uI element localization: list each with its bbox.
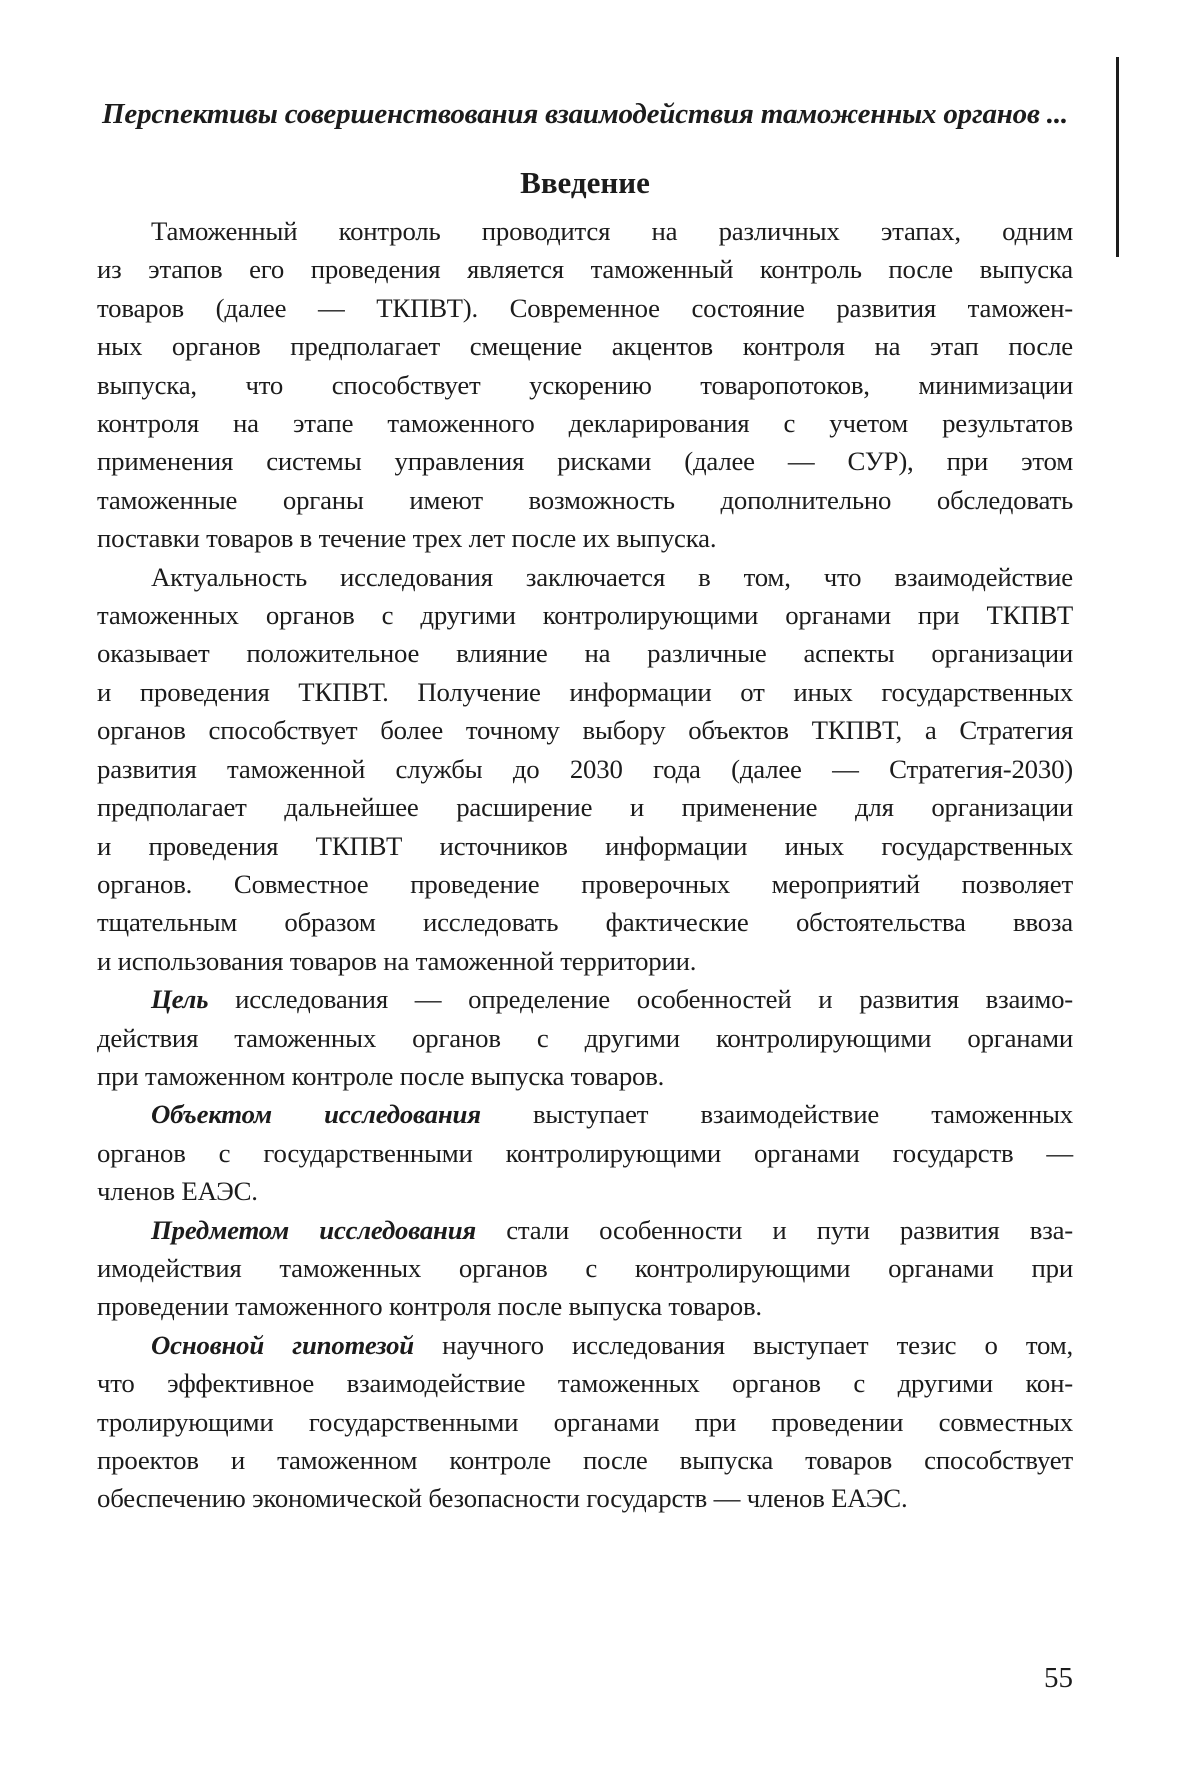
text-segment: научного исследования выступает тезис о том, [414, 1329, 1073, 1360]
text-segment: товаров (далее — ТКПВТ). Современное состояние развития таможен- [97, 292, 1073, 323]
text-segment: контроля на этапе таможенного декларирования с учетом результатов [97, 408, 1073, 439]
paragraph [97, 1095, 1073, 1210]
text-segment: таможенных органов с другими контролирующими органами при ТКПВТ [97, 600, 1073, 631]
text-line [97, 673, 1073, 711]
text-line [97, 788, 1073, 826]
text-segment: действия таможенных органов с другими контролирующими органами [97, 1022, 1073, 1053]
text-segment: обеспечению экономической безопасности государств — членов ЕАЭС. [97, 1483, 908, 1514]
text-segment: и использования товаров на таможенной территории. [97, 945, 697, 976]
section-title: Введение [520, 165, 650, 200]
page-number: 55 [1044, 1662, 1073, 1694]
text-segment: Актуальность исследования заключается в том, что взаимодействие [151, 561, 1073, 592]
text-line [97, 481, 1073, 519]
text-segment: применения системы управления рисками (далее — СУР), при этом [97, 446, 1073, 477]
text-line [97, 1287, 1073, 1325]
text-line [97, 558, 1073, 596]
text-segment: оказывает положительное влияние на различные аспекты организации [97, 638, 1073, 669]
text-line [97, 980, 1073, 1018]
text-line [97, 1364, 1073, 1402]
bold-italic-lead: Основной гипотезой [151, 1329, 414, 1360]
body-text [97, 212, 1073, 1518]
text-line [97, 596, 1073, 634]
text-line [97, 289, 1073, 327]
text-line [97, 327, 1073, 365]
text-segment: предполагает дальнейшее расширение и применение для организации [97, 792, 1073, 823]
text-line [97, 1057, 1073, 1095]
text-line [97, 1403, 1073, 1441]
text-segment: и проведения ТКПВТ источников информации иных государственных [97, 830, 1073, 861]
text-segment: ных органов предполагает смещение акцентов контроля на этап после [97, 331, 1073, 362]
text-line [97, 1172, 1073, 1210]
text-line [97, 404, 1073, 442]
text-line [97, 1211, 1073, 1249]
text-segment: тщательным образом исследовать фактические обстоятельства ввоза [97, 907, 1073, 938]
text-segment: Таможенный контроль проводится на различных этапах, одним [151, 216, 1073, 246]
text-segment: проведении таможенного контроля после выпуска товаров. [97, 1291, 762, 1322]
text-segment: исследования — определение особенностей и развития взаимо- [208, 984, 1073, 1015]
text-line [97, 1326, 1073, 1364]
text-line [97, 711, 1073, 749]
bold-italic-lead: Объектом исследования [151, 1099, 481, 1130]
text-segment: выпуска, что способствует ускорению товаропотоков, минимизации [97, 369, 1073, 400]
text-line [97, 212, 1073, 250]
text-segment: органов с государственными контролирующими органами государств — [97, 1137, 1073, 1168]
text-line [97, 366, 1073, 404]
text-line [97, 827, 1073, 865]
margin-rule [1116, 57, 1119, 257]
running-header: Перспективы совершенствования взаимодействия таможенных органов ... [102, 98, 1068, 130]
text-segment: выступает взаимодействие таможенных [480, 1099, 1073, 1130]
text-segment: тролирующими государственными органами при проведении совместных [97, 1406, 1073, 1437]
text-line [97, 1249, 1073, 1287]
text-line [97, 634, 1073, 672]
text-line [97, 1134, 1073, 1172]
text-segment: поставки товаров в течение трех лет после их выпуска. [97, 523, 717, 554]
text-segment: таможенные органы имеют возможность дополнительно обследовать [97, 484, 1073, 515]
text-line [97, 1019, 1073, 1057]
text-segment: проектов и таможенном контроле после выпуска товаров способствует [97, 1445, 1073, 1475]
text-line [97, 942, 1073, 980]
paragraph [97, 1211, 1073, 1326]
text-segment: стали особенности и пути развития вза- [476, 1214, 1073, 1245]
text-segment: и проведения ТКПВТ. Получение информации от иных государственных [97, 676, 1073, 707]
text-line [97, 442, 1073, 480]
text-segment: из этапов его проведения является таможенный контроль после выпуска [97, 254, 1073, 285]
paragraph [97, 1326, 1073, 1518]
text-line [97, 865, 1073, 903]
text-segment: развития таможенной службы до 2030 года (далее — Стратегия-2030) [97, 753, 1073, 784]
text-line [97, 1095, 1073, 1133]
text-line [97, 250, 1073, 288]
text-segment: членов ЕАЭС. [97, 1176, 258, 1207]
text-line [97, 903, 1073, 941]
text-segment: органов способствует более точному выбору объектов ТКПВТ, а Стратегия [97, 715, 1073, 746]
paragraph [97, 558, 1073, 980]
text-segment: имодействия таможенных органов с контролирующими органами при [97, 1252, 1073, 1283]
text-segment: что эффективное взаимодействие таможенных органов с другими кон- [97, 1368, 1073, 1399]
bold-italic-lead: Цель [151, 984, 209, 1015]
text-line [97, 750, 1073, 788]
text-segment: при таможенном контроле после выпуска товаров. [97, 1060, 665, 1091]
bold-italic-lead: Предметом исследования [151, 1214, 477, 1245]
text-line [97, 1479, 1073, 1517]
text-segment: органов. Совместное проведение проверочных мероприятий позволяет [97, 868, 1073, 899]
paragraph [97, 212, 1073, 558]
text-line [97, 1441, 1073, 1479]
text-line [97, 519, 1073, 557]
paragraph [97, 980, 1073, 1095]
